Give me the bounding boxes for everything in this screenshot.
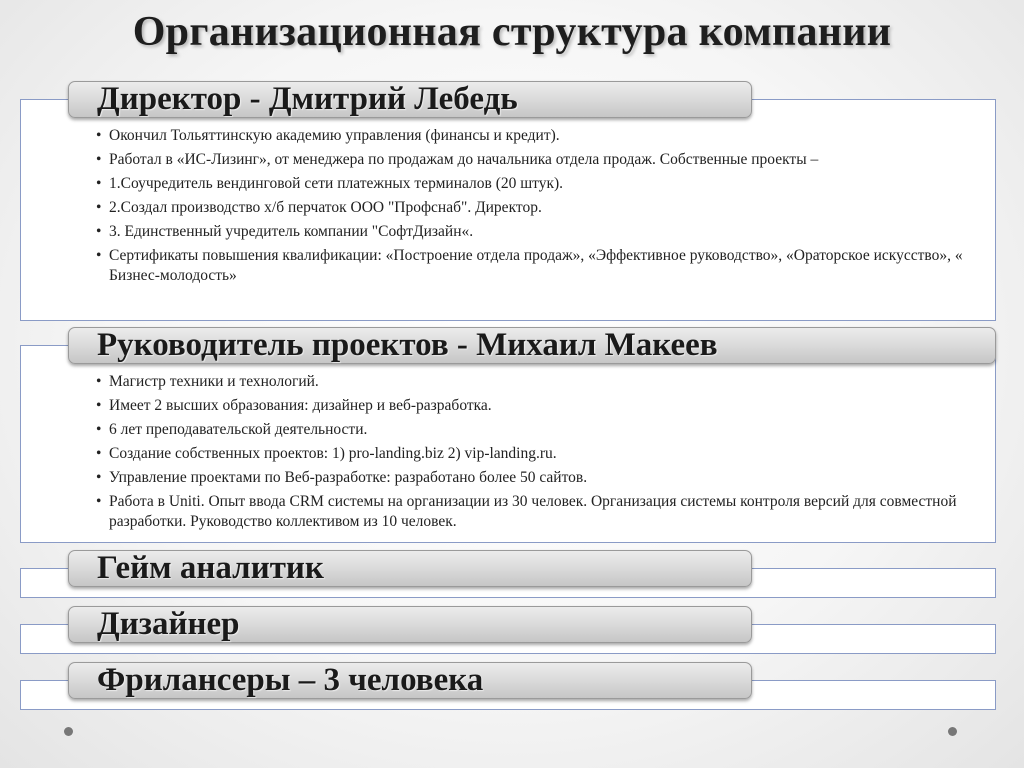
decorative-dot-left: [64, 727, 73, 736]
list-item: • Окончил Тольяттинскую академию управления (финансы и кредит).: [96, 126, 976, 146]
list-item: • 2.Создал производство х/б перчаток ООО "Профснаб". Директор.: [96, 198, 976, 218]
list-item: • 1.Соучредитель вендинговой сети платежных терминалов (20 штук).: [96, 174, 976, 194]
list-item: • Сертификаты повышения квалификации: «Построение отдела продаж», «Эффективное руководство», «Ораторское искусство», « Бизнес-молодость»: [96, 246, 976, 286]
game-analyst-heading: Гейм аналитик: [68, 550, 752, 587]
decorative-dot-right: [948, 727, 957, 736]
page-title: Организационная структура компании: [132, 9, 892, 55]
designer-heading: Дизайнер: [68, 606, 752, 643]
list-item: • Работа в Uniti. Опыт ввода CRM системы на организации из 30 человек. Организация системы контроля версий для совместной разработки. Руководство коллективом из 10 человек.: [96, 492, 976, 532]
list-item: • Имеет 2 высших образования: дизайнер и веб-разработка.: [96, 396, 976, 416]
freelancers-heading: Фрилансеры – 3 человека: [68, 662, 752, 699]
director-details-list: [96, 126, 976, 290]
director-heading: Директор - Дмитрий Лебедь: [68, 81, 752, 118]
list-item: • Управление проектами по Веб-разработке: разработано более 50 сайтов.: [96, 468, 976, 488]
list-item: • 6 лет преподавательской деятельности.: [96, 420, 976, 440]
list-item: • Магистр техники и технологий.: [96, 372, 976, 392]
list-item: • Создание собственных проектов: 1) pro-landing.biz 2) vip-landing.ru.: [96, 444, 976, 464]
list-item: • Работал в «ИС-Лизинг», от менеджера по продажам до начальника отдела продаж. Собственные проекты –: [96, 150, 976, 170]
project-manager-heading: Руководитель проектов - Михаил Макеев: [68, 327, 996, 364]
project-manager-details-list: [96, 372, 976, 536]
list-item: • 3. Единственный учредитель компании "СофтДизайн«.: [96, 222, 976, 242]
